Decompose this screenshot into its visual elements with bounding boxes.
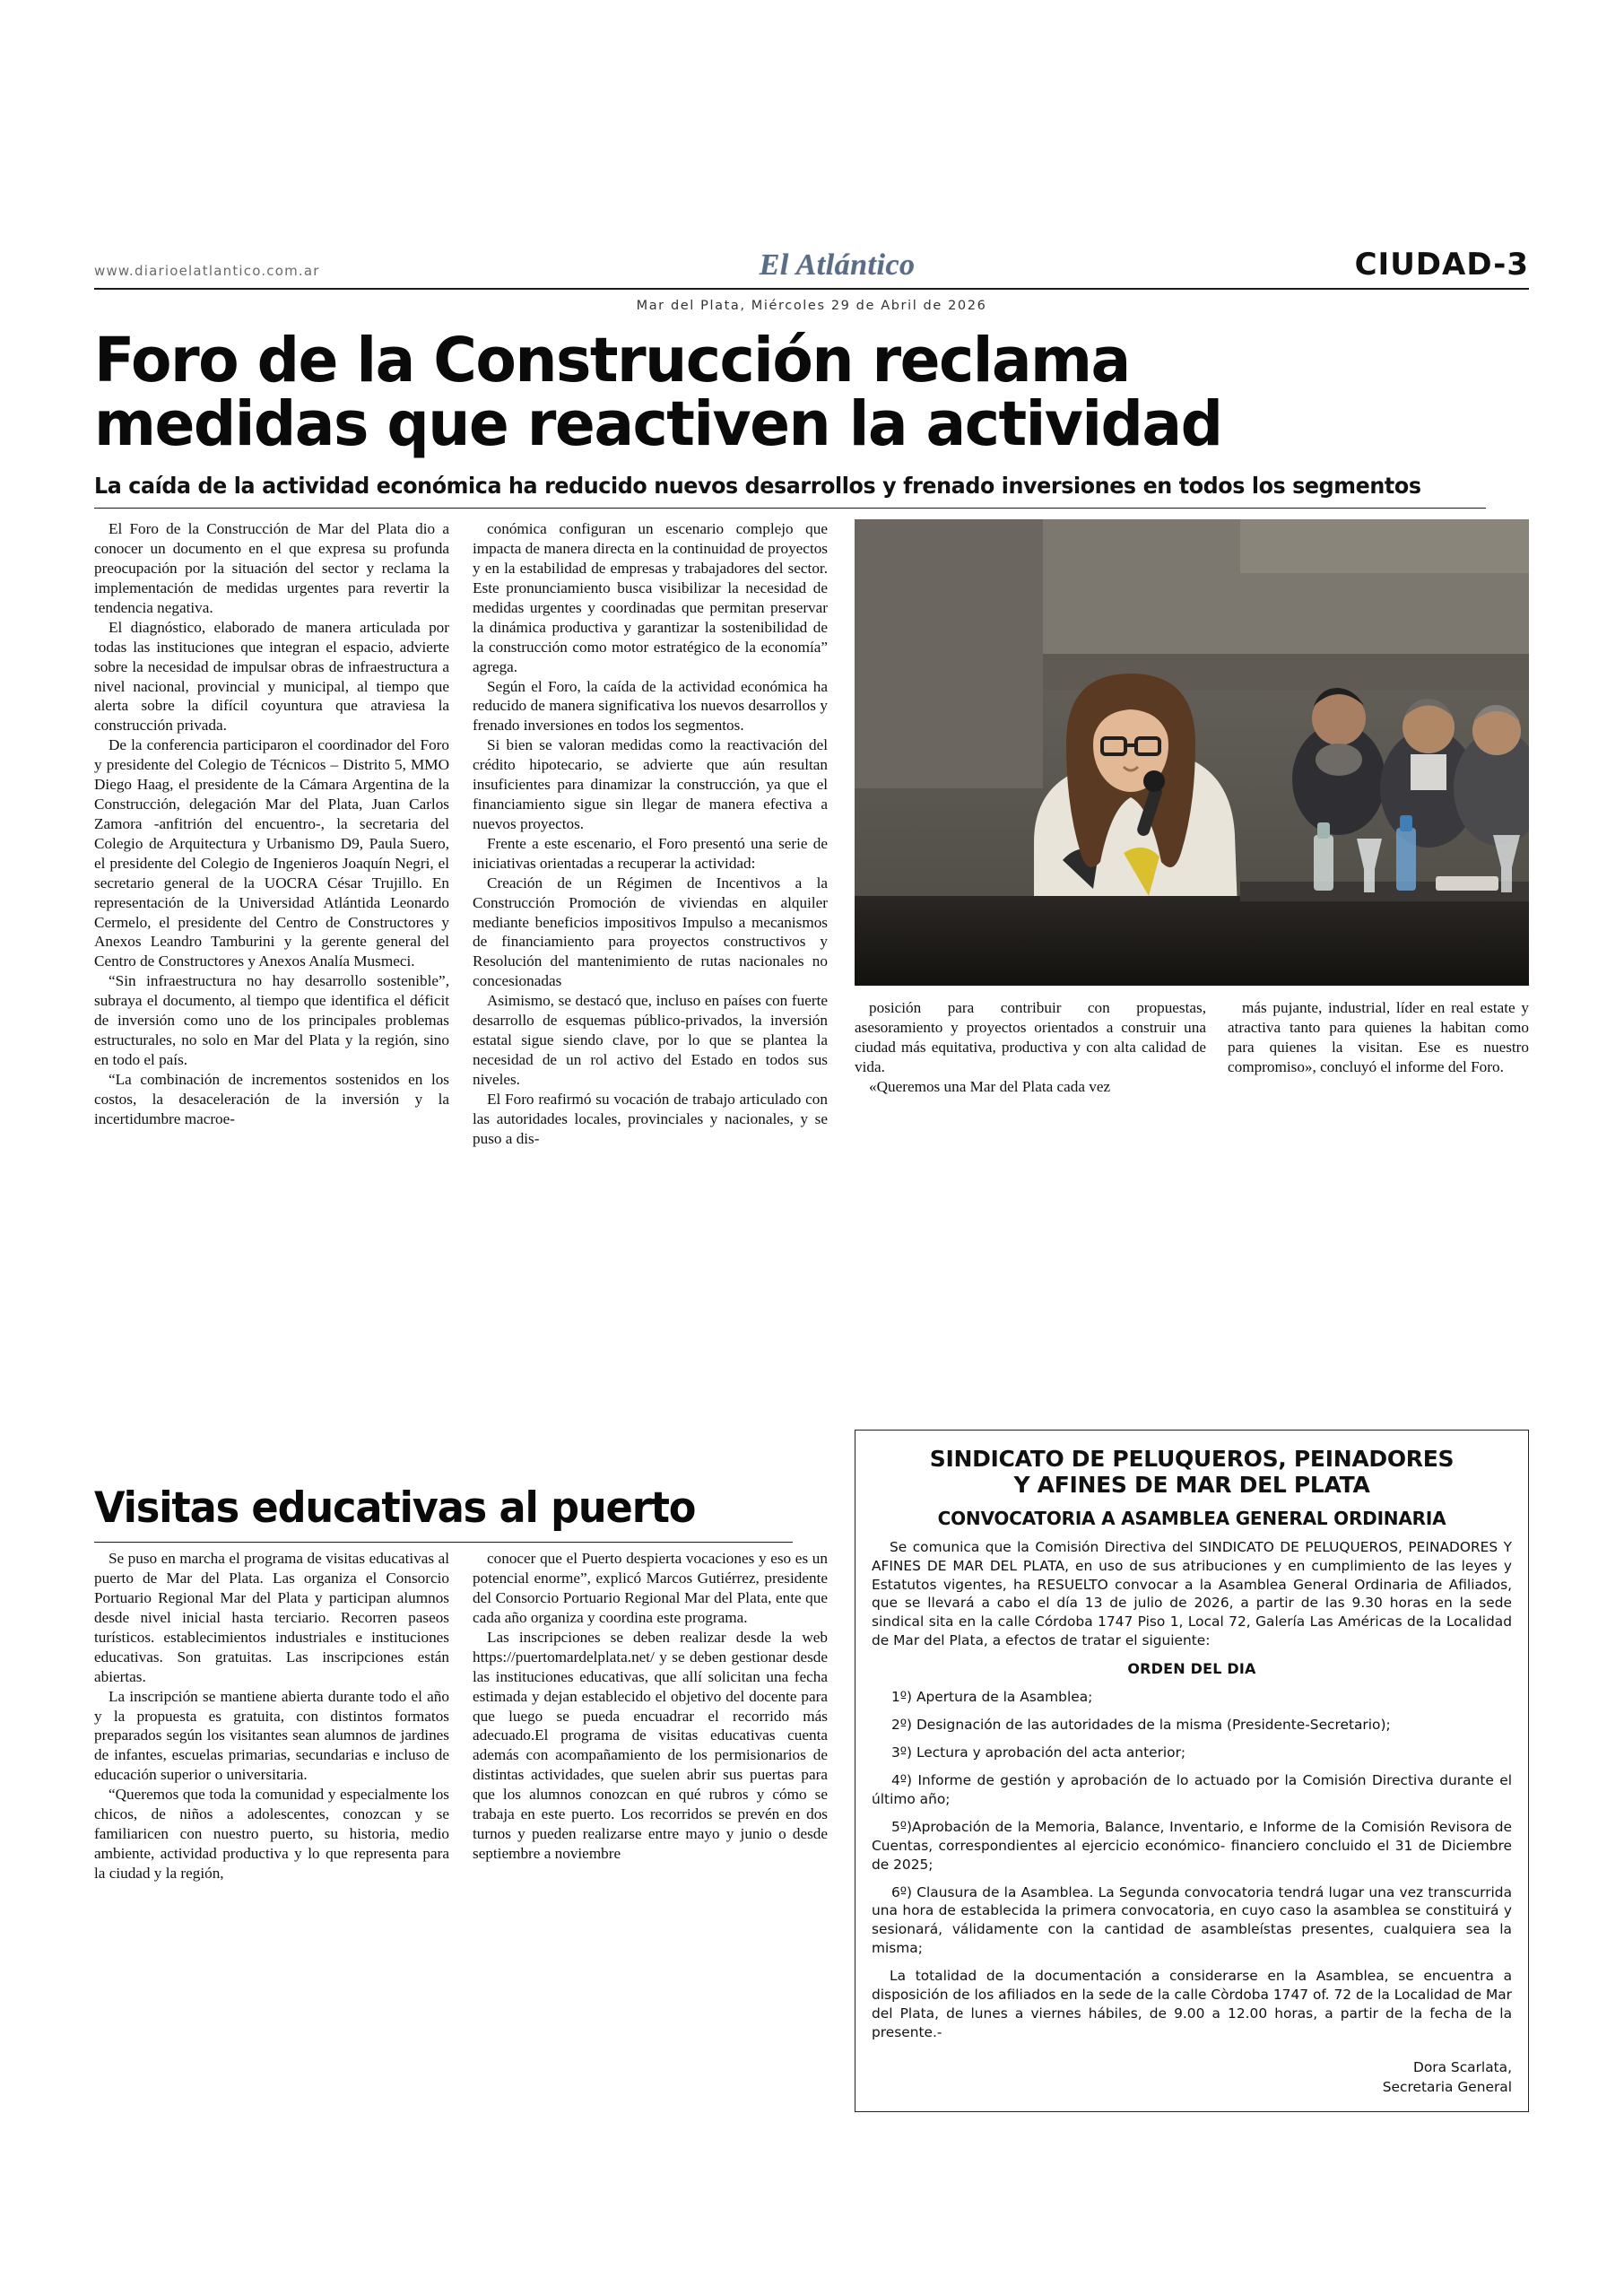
signature-name: Dora Scarlata, xyxy=(1413,2059,1512,2075)
article1-column-1 xyxy=(94,519,449,1129)
paragraph: El diagnóstico, elaborado de manera articulada por todas las instituciones que integran el espacio, advierte sobre la necesidad de impulsar obras de infraestructura a nivel nacional, provincial y municipal, al tiempo que alerta sobre la difícil coyuntura que atraviesa la construcción privada. xyxy=(94,618,449,735)
dateline: Mar del Plata, Miércoles 29 de Abril de 2026 xyxy=(636,299,987,313)
paragraph: posición para contribuir con propuestas, asesoramiento y proyectos orientados a construir una ciudad más equitativa, productiva y con alta calidad de vida. xyxy=(855,999,1206,1075)
page-title xyxy=(94,325,1472,461)
masthead-logo: El Atlántico xyxy=(759,248,916,282)
notice-intro: Se comunica que la Comisión Directiva del SINDICATO DE PELUQUEROS, PEINADORES Y AFINES DE MAR DEL PLATA, en uso de sus atribuciones y en cumplimiento de las leyes y Estatutos vigentes, ha RESUELTO convocar a la Asamblea General Ordinaria de Afiliados, que se llevará a cabo el día 13 de julio de 2026, a partir de las 9.30 horas en la sede sindical sita en la calle Córdoba 1747 Piso 1, Local 72, Galería Las Américas de la Localidad de Mar del Plata, a efectos de tratar el siguiente: xyxy=(872,1538,1512,1649)
article1-column-3 xyxy=(855,998,1206,1097)
notice-title-line-2: Y AFINES DE MAR DEL PLATA xyxy=(1013,1471,1370,1498)
article2-title: Visitas educativas al puerto xyxy=(94,1483,793,1543)
notice-agenda-title: ORDEN DEL DIA xyxy=(1127,1660,1256,1678)
paragraph: La inscripción se mantiene abierta durante todo el año y la propuesta es gratuita, con distintos formatos preparados según los visitantes sean alumnos de jardines de infantes, escuelas primarias, secundarias e incluso de educación superior o universitaria. xyxy=(94,1687,449,1784)
article2-column-2 xyxy=(473,1549,828,1864)
paragraph: El Foro de la Construcción de Mar del Plata dio a conocer un documento en el que expresa su profunda preocupación por la situación del sector y reclama la implementación de medidas urgentes para revertir la tendencia negativa. xyxy=(94,520,449,616)
paragraph: “La combinación de incrementos sostenidos en los costos, la desaceleración de la inversión y la incertidumbre macroe- xyxy=(94,1070,449,1127)
legal-notice-box xyxy=(855,1430,1529,2112)
notice-agenda-item: 3º) Lectura y aprobación del acta anterior; xyxy=(891,1744,1186,1761)
article-subhead: La caída de la actividad económica ha reducido nuevos desarrollos y frenado inversiones en todos los segmentos xyxy=(94,473,1486,509)
paragraph: Creación de un Régimen de Incentivos a la Construcción Promoción de viviendas en alquiler mediante beneficios impositivos Impulso a mecanismos de financiamiento para proyectos constructivos y Resolución del mantenimiento de rutas nacionales no concesionadas xyxy=(473,874,828,990)
article-photo xyxy=(855,519,1529,986)
paragraph: De la conferencia participaron el coordinador del Foro y presidente del Colegio de Técnicos – Distrito 5, MMO Diego Haag, el presidente de la Cámara Argentina de la Construcción, delegación Mar del Plata, Juan Carlos Zamora -anfitrión del encuentro-, la secretaria del Colegio de Arquitectura y Urbanismo D9, Paula Suero, el presidente del Colegio de Ingenieros Joaquín Negri, el secretario general de la UOCRA César Trujillo. En representación de la Universidad Atlántida Leonardo Cermelo, el presidente del Centro de Constructores y Anexos Leandro Tamburini y la gerente general del Centro de Constructores y Anexos Analía Musmeci. xyxy=(94,736,449,970)
paragraph: Frente a este escenario, el Foro presentó una serie de iniciativas orientadas a recuperar la actividad: xyxy=(473,834,828,872)
signature-title: Secretaria General xyxy=(1382,2078,1512,2095)
notice-agenda-item: 5º)Aprobación de la Memoria, Balance, Inventario, e Informe de la Comisión Revisora de Cuentas, correspondientes al ejercicio económico- financiero concluido el 31 de Diciembre de 2025; xyxy=(872,1818,1512,1873)
masthead-section xyxy=(1355,247,1529,283)
paragraph: más pujante, industrial, líder en real estate y atractiva tanto para quienes la habitan como para quienes la visitan. Ese es nuestro compromiso», concluyó el informe del Foro. xyxy=(1228,999,1529,1075)
paragraph: “Sin infraestructura no hay desarrollo sostenible”, subraya el documento, al tiempo que identifica el déficit de inversión como uno de los principales problemas estructurales, no solo en Mar del Plata y la región, sino en todo el país. xyxy=(94,972,449,1069)
notice-agenda-item: 6º) Clausura de la Asamblea. La Segunda convocatoria tendrá lugar una vez transcurrida una hora de establecida la primera convocatoria, en cuyo caso la asamblea se constituirá y sesionará, válidamente con la cantidad de asambleístas presentes, cualquiera sea la misma; xyxy=(872,1883,1512,1957)
headline-line-1: Foro de la Construcción reclama xyxy=(94,325,1130,396)
notice-agenda-item: 2º) Designación de las autoridades de la misma (Presidente-Secretario); xyxy=(891,1716,1391,1733)
paragraph: El Foro reafirmó su vocación de trabajo articulado con las autoridades locales, provinciales y nacionales, y se puso a dis- xyxy=(473,1090,828,1147)
section-label: CIUDAD xyxy=(1354,247,1494,283)
masthead-website-url: www.diarioelatlantico.com.ar xyxy=(94,263,320,279)
paragraph: «Queremos una Mar del Plata cada vez xyxy=(869,1077,1111,1095)
paragraph: Según el Foro, la caída de la actividad económica ha reducido de manera significativa los nuevos desarrollos y frenado inversiones en todos los segmentos. xyxy=(473,677,828,735)
paragraph: conómica configuran un escenario complejo que impacta de manera directa en la continuidad de proyectos y en la estabilidad de empresas y trabajadores del sector. Este pronunciamiento busca visibilizar la necesidad de medidas urgentes y coordinadas que permitan preservar la dinámica productiva y garantizar la sostenibilidad de la construcción como motor estratégico de la economía” agrega. xyxy=(473,520,828,675)
notice-closing: La totalidad de la documentación a considerarse en la Asamblea, se encuentra a disposición de los afiliados en la sede de la calle Còrdoba 1747 of. 72 de la Localidad de Mar del Plata, de lunes a viernes hábiles, de 9.00 a 12.00 horas, a partir de la fecha de la presente.- xyxy=(872,1968,1512,2041)
page-content xyxy=(94,247,1529,2095)
paragraph: conocer que el Puerto despierta vocaciones y eso es un potencial enorme”, explicó Marcos Gutiérrez, presidente del Consorcio Portuario Regional Mar del Plata, ente que cada año organiza y coordina este programa. xyxy=(473,1550,828,1626)
paragraph: Se puso en marcha el programa de visitas educativas al puerto de Mar del Plata. Las organiza el Consorcio Portuario Regional Mar del Plata y participan alumnos desde nivel inicial hasta terciario. Recorren paseos turísticos. establecimientos industriales e instituciones educativas. Son gratuitas. Las inscripciones están abiertas. xyxy=(94,1550,449,1685)
notice-signature xyxy=(872,2058,1512,2097)
notice-title xyxy=(872,1447,1512,1499)
paragraph: Si bien se valoran medidas como la reactivación del crédito hipotecario, se advierte que aún resultan insuficientes para dinamizar la construcción, ya que el financiamiento sigue sin llegar de manera efectiva a nuevos proyectos. xyxy=(473,736,828,832)
notice-agenda-item: 4º) Informe de gestión y aprobación de lo actuado por la Comisión Directiva durante el último año; xyxy=(872,1771,1512,1807)
notice-agenda-item: 1º) Apertura de la Asamblea; xyxy=(891,1689,1093,1705)
paragraph: Las inscripciones se deben realizar desde la web https://puertomardelplata.net/ y se deben gestionar desde las instituciones educativas, que allí solicitan una fecha estimada y dejan establecido el objetivo del docente para que luego se pueda encuadrar el recorrido más adecuado.El programa de visitas educativas cuenta además con acompañamiento de los permisionarios de distintas actividades, que suelen abrir sus puertas para que los alumnos conozcan en qué rubros y cómo se trabaja en este puerto. Los recorridos se prevén en dos turnos y pueden realizarse entre mayo y junio o desde septiembre a noviembre xyxy=(473,1628,828,1862)
notice-title-line-1: SINDICATO DE PELUQUEROS, PEINADORES xyxy=(929,1446,1455,1473)
photo-illustration xyxy=(855,519,1529,986)
article1-column-2 xyxy=(473,519,828,1149)
page-number: -3 xyxy=(1493,247,1529,283)
paragraph: Asimismo, se destacó que, incluso en países con fuerte desarrollo de esquemas público-privados, la inversión estatal sigue siendo clave, por lo que se plantea la necesidad de un rol activo del Estado en todos sus niveles. xyxy=(473,992,828,1088)
paragraph: “Queremos que toda la comunidad y especialmente los chicos, de niños a adolescentes, conozcan y se familiaricen con nuestro puerto, su historia, medio ambiente, actividad productiva y lo que representa para la ciudad y la región, xyxy=(94,1786,449,1882)
article2-column-1 xyxy=(94,1549,449,1883)
article1-column-4 xyxy=(1228,998,1529,1077)
masthead xyxy=(94,247,1529,290)
notice-subtitle: CONVOCATORIA A ASAMBLEA GENERAL ORDINARIA xyxy=(937,1507,1446,1529)
headline-line-2: medidas que reactiven la actividad xyxy=(94,388,1222,461)
article-body xyxy=(94,519,1529,2095)
